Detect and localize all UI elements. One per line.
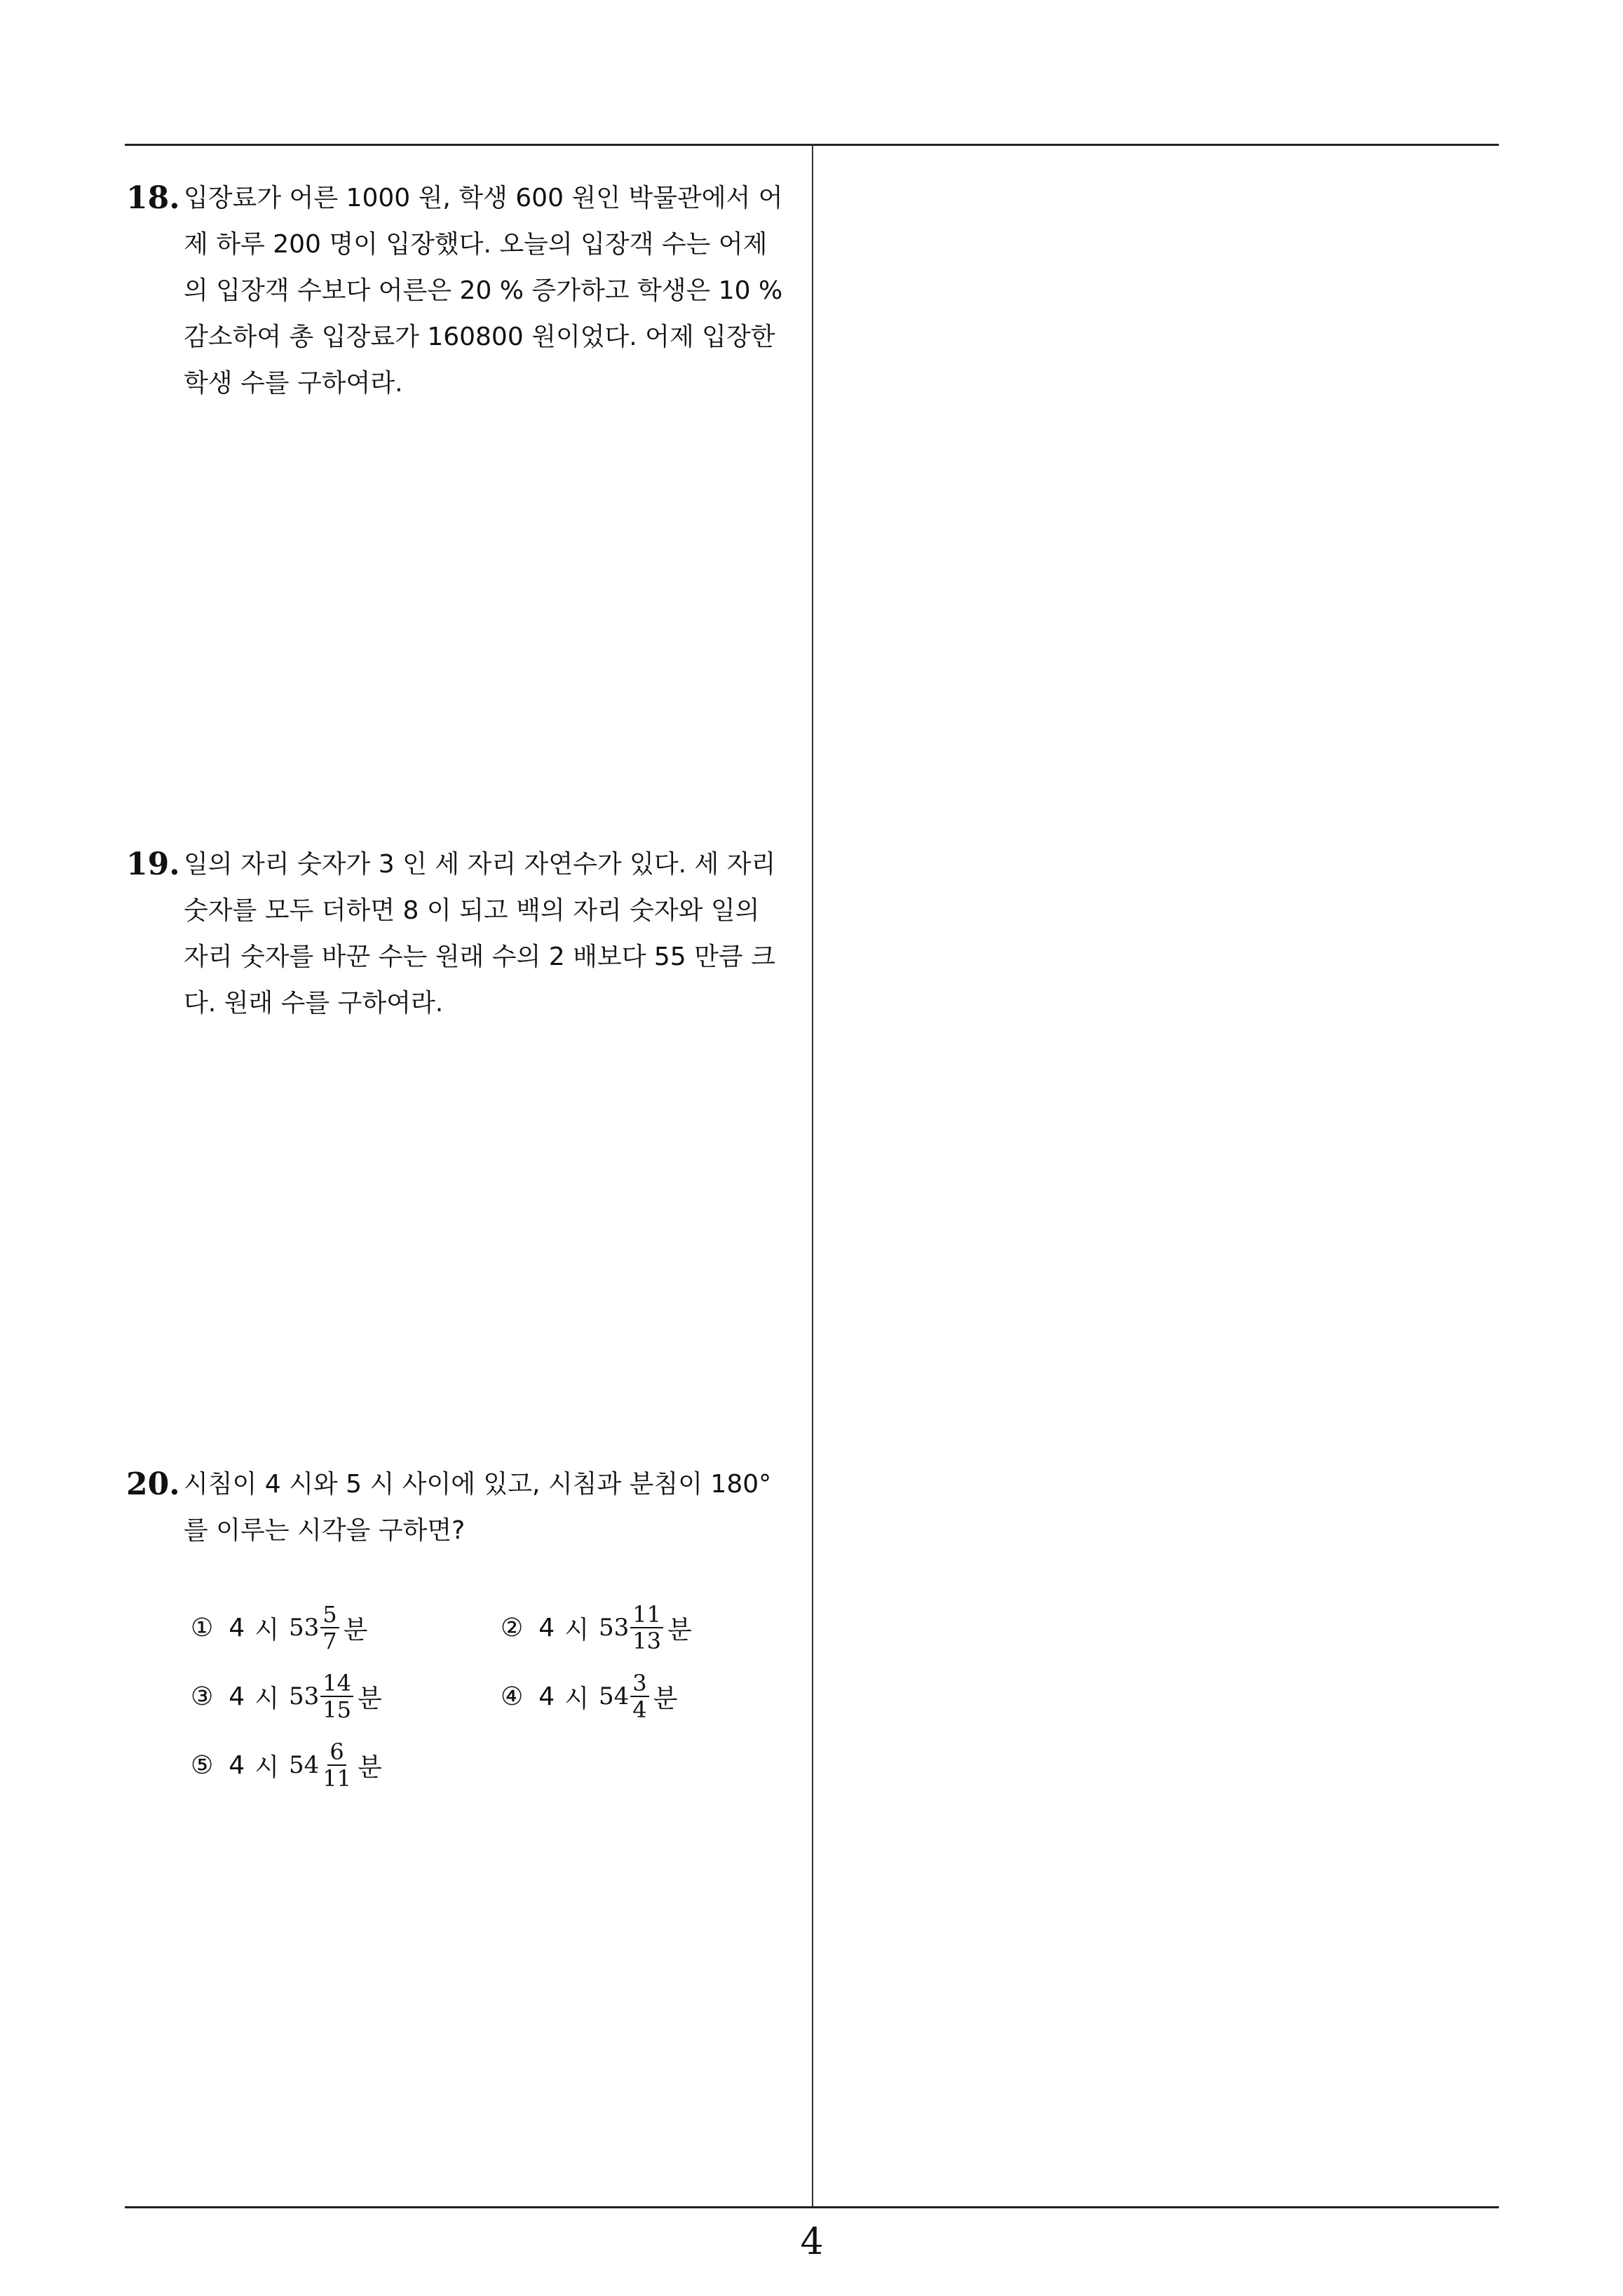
fraction-numerator: 5 [320, 1602, 339, 1628]
choice-mark: ④ [501, 1682, 524, 1711]
choice-hour: 4 [538, 1682, 555, 1711]
choice-hour: 4 [538, 1613, 555, 1642]
choice-hour: 4 [229, 1613, 245, 1642]
problem-text [184, 1461, 801, 1554]
choice-minute-whole: 53 [598, 1614, 630, 1642]
problem-line: 학생 수를 구하여라. [184, 369, 403, 398]
fraction-denominator: 13 [632, 1628, 661, 1654]
choice-minute-whole: 54 [598, 1682, 630, 1710]
choice-mark: ③ [191, 1682, 214, 1711]
fraction-denominator: 7 [322, 1628, 337, 1654]
choice-minute-unit: 분 [357, 1684, 382, 1713]
bottom-rule [125, 2206, 1499, 2208]
choice-2[interactable] [501, 1602, 702, 1654]
problem-line: 입장료가 어른 1000 원, 학생 600 원인 박물관에서 어 [184, 184, 783, 212]
choice-1[interactable] [191, 1602, 377, 1654]
choice-fraction [320, 1739, 353, 1791]
problem-text [184, 175, 801, 407]
choice-hour-unit: 시 [564, 1615, 589, 1645]
problem-line: 숫자를 모두 더하면 8 이 되고 백의 자리 숫자와 일의 [184, 896, 760, 925]
choice-3[interactable] [191, 1670, 392, 1722]
choice-minute-unit: 분 [343, 1615, 368, 1645]
fraction-numerator: 3 [630, 1670, 648, 1697]
problem-line: 감소하여 총 입장료가 160800 원이었다. 어제 입장한 [184, 323, 775, 351]
problem-line: 의 입장객 수보다 어른은 20 % 증가하고 학생은 10 % [184, 276, 783, 305]
fraction-numerator: 14 [320, 1670, 353, 1697]
fraction-denominator: 4 [632, 1696, 647, 1723]
problem-text [184, 842, 801, 1027]
choice-hour: 4 [229, 1750, 245, 1780]
choice-minute-whole: 54 [288, 1751, 320, 1779]
choice-hour-unit: 시 [254, 1753, 279, 1782]
fraction-numerator: 6 [327, 1739, 346, 1766]
problem-line: 다. 원래 수를 구하여라. [184, 989, 444, 1018]
column-divider [812, 144, 813, 2208]
problem-line: 를 이루는 시각을 구하면? [184, 1516, 466, 1545]
choice-minute-whole: 53 [288, 1682, 320, 1710]
problem-number: 20. [126, 1466, 180, 1502]
problem-line: 시침이 4 시와 5 시 사이에 있고, 시침과 분침이 180° [184, 1470, 772, 1499]
choice-fraction [320, 1602, 339, 1654]
choice-hour: 4 [229, 1682, 245, 1711]
fraction-denominator: 11 [322, 1765, 351, 1792]
choice-mark: ② [501, 1613, 524, 1642]
choice-4[interactable] [501, 1670, 687, 1722]
page-number: 4 [800, 2221, 824, 2263]
choice-minute-unit: 분 [667, 1615, 692, 1645]
problem-line: 제 하루 200 명이 입장했다. 오늘의 입장객 수는 어제 [184, 230, 768, 259]
choice-mark: ⑤ [191, 1750, 214, 1780]
choice-minute-unit: 분 [357, 1753, 382, 1782]
problem-line: 자리 숫자를 바꾼 수는 원래 수의 2 배보다 55 만큼 크 [184, 943, 775, 971]
choice-minute-unit: 분 [653, 1684, 678, 1713]
problem-number: 19. [126, 846, 180, 882]
problem-line: 일의 자리 숫자가 3 인 세 자리 자연수가 있다. 세 자리 [184, 850, 776, 879]
problem-number: 18. [126, 180, 180, 216]
choice-minute-whole: 53 [288, 1614, 320, 1642]
choice-fraction [630, 1602, 663, 1654]
choice-fraction [630, 1670, 648, 1722]
choice-hour-unit: 시 [254, 1615, 279, 1645]
fraction-numerator: 11 [630, 1602, 663, 1628]
choice-hour-unit: 시 [254, 1684, 279, 1713]
choice-fraction [320, 1670, 353, 1722]
choice-hour-unit: 시 [564, 1684, 589, 1713]
choice-mark: ① [191, 1613, 214, 1642]
fraction-denominator: 15 [322, 1696, 351, 1723]
choice-5[interactable] [191, 1739, 392, 1791]
